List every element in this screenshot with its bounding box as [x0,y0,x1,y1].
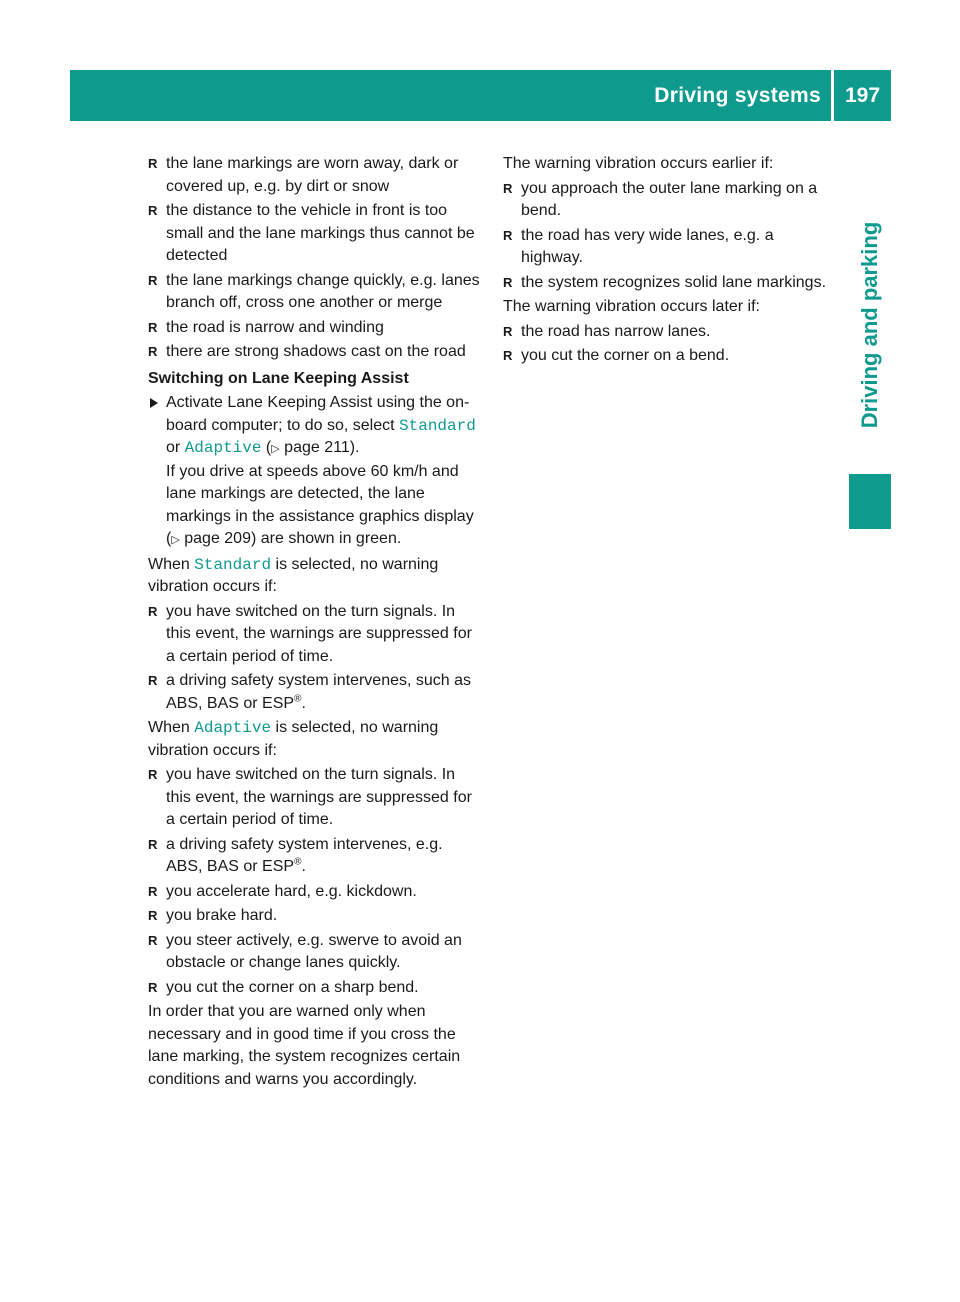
list-item: R the lane markings change quickly, e.g. lanes branch off, cross one another or merge [148,270,480,315]
list-item: R you brake hard. [148,905,480,928]
paragraph: When Standard is selected, no warning vibration occurs if: [148,555,439,595]
list-item: R the distance to the vehicle in front is too small and the lane markings thus cannot be detected [148,200,480,268]
list-item: R you accelerate hard, e.g. kickdown. [148,881,480,904]
page-ref-arrow-icon: ▷ [171,534,180,546]
step-text: Activate Lane Keeping Assist using the on-board computer; to do so, select [166,394,470,434]
list-item: R you cut the corner on a bend. [503,345,833,368]
step-text: or [166,439,185,456]
list-item: R you have switched on the turn signals. In this event, the warnings are suppressed for a certain period of time. [148,764,480,832]
section-heading: Switching on Lane Keeping Assist [148,369,409,387]
paragraph: In order that you are warned only when necessary and in good time if you cross the lane marking, the system recognizes certain conditions and warns you accordingly. [148,1003,461,1088]
list-item: R a driving safety system intervenes, such as ABS, BAS or ESP®. [148,670,480,715]
page-ref-link[interactable]: page 211). [279,439,360,456]
right-column [503,153,833,370]
list-item: R you cut the corner on a sharp bend. [148,977,480,1000]
list-item: R you have switched on the turn signals. In this event, the warnings are suppressed for a certain period of time. [148,601,480,669]
list-item: R the system recognizes solid lane markings. [503,272,833,295]
instruction-step: Activate Lane Keeping Assist using the on-board computer; to do so, select Standard or Adaptive (▷ page 211). If you drive at speeds above 60 km/h and lane markings are detected, the lane markings in the assistance graphics display (▷ page 209) are shown in green. [148,392,480,552]
menu-item-adaptive[interactable]: Adaptive [194,719,272,737]
list-item: R you approach the outer lane marking on a bend. [503,178,833,223]
list-item: R the lane markings are worn away, dark or covered up, e.g. by dirt or snow [148,153,480,198]
list-item: R the road has very wide lanes, e.g. a highway. [503,225,833,270]
page-ref-link[interactable]: page 209) are shown in green. [179,530,402,547]
list-item: R you steer actively, e.g. swerve to avoid an obstacle or change lanes quickly. [148,930,480,975]
menu-item-adaptive[interactable]: Adaptive [184,439,262,457]
paragraph: When Adaptive is selected, no warning vibration occurs if: [148,719,439,759]
page-number: 197 [844,84,881,107]
chapter-tab-label: Driving and parking [857,221,882,429]
list-item: R the road has narrow lanes. [503,321,833,344]
section-title: Driving systems [654,84,821,107]
menu-item-standard[interactable]: Standard [399,416,476,435]
paragraph: The warning vibration occurs earlier if: [503,155,774,172]
left-column [148,153,480,1093]
menu-item-standard[interactable]: Standard [194,555,272,574]
paragraph: The warning vibration occurs later if: [503,298,760,315]
header-bar [70,70,891,121]
list-item: R the road is narrow and winding [148,317,480,340]
page-ref-arrow-icon: ▷ [271,443,280,455]
chapter-marker [849,474,891,529]
step-text: If you drive at speeds above 60 km/h and lane markings are detected, the lane markings in the assistance graphics display ( [166,462,474,547]
list-item: R a driving safety system intervenes, e.g. ABS, BAS or ESP®. [148,834,480,879]
list-item: R there are strong shadows cast on the road [148,341,480,364]
